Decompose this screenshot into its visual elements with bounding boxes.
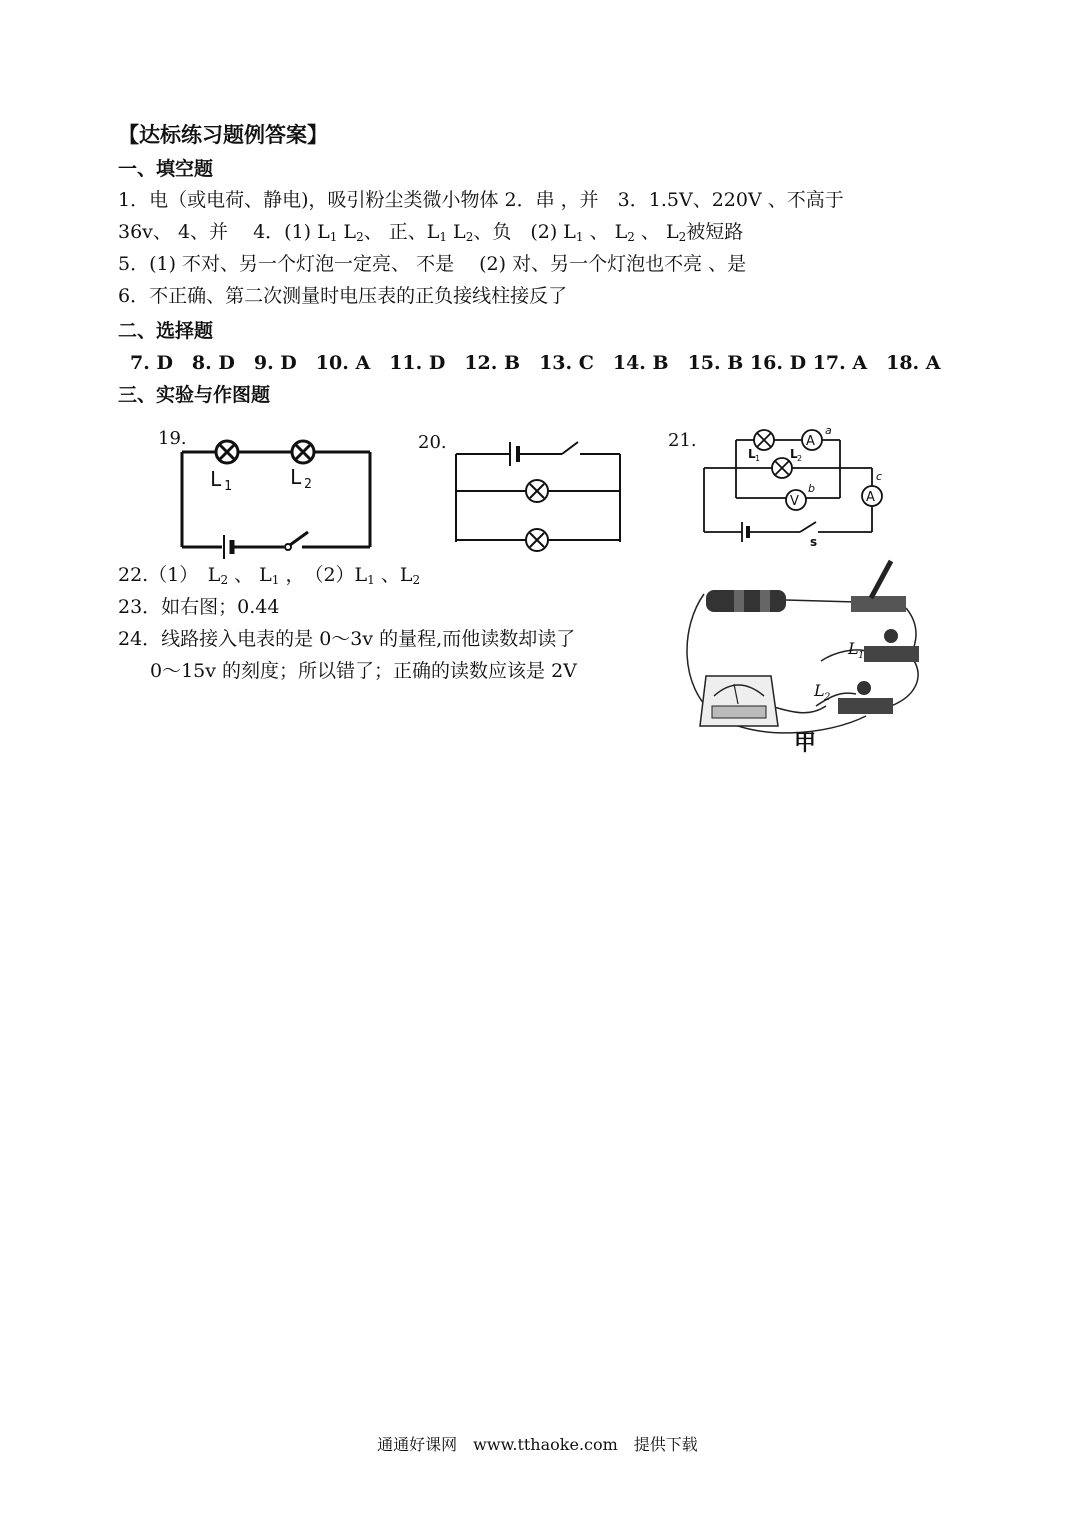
fill-line-1: 1．电（或电荷、静电)，吸引粉尘类微小物体 2．串 ，并 3．1.5V、220V 、不高于 xyxy=(118,189,844,211)
battery-icon xyxy=(706,590,786,612)
sub: 1 xyxy=(367,573,375,587)
apparatus-l2-sub: 2 xyxy=(824,692,831,703)
l2-label: L xyxy=(290,465,303,489)
apparatus-illustration xyxy=(676,556,936,756)
text: 、 正、L xyxy=(363,221,440,243)
fill-line-4: 6．不正确、第二次测量时电压表的正负接线柱接反了 xyxy=(118,285,568,307)
circuit-diagram-21 xyxy=(700,420,890,550)
q22-line xyxy=(118,562,420,593)
ammeter-a-letter: A xyxy=(806,434,815,449)
text: ， （2）L xyxy=(279,564,368,586)
l1-label: L xyxy=(210,467,223,491)
figure-21-label: 21. xyxy=(668,430,697,451)
sub: 2 xyxy=(465,230,474,244)
section-fill-heading: 一、填空题 xyxy=(118,158,214,180)
text: 、负 (2) L xyxy=(473,221,576,243)
apparatus-l1-sub: 1 xyxy=(858,650,865,661)
text: 、 L xyxy=(634,221,679,243)
fill-line-2 xyxy=(118,219,743,250)
q23-line: 23．如右图；0.44 xyxy=(118,596,280,618)
sub: 2 xyxy=(412,573,421,587)
label-c: c xyxy=(876,470,883,483)
text: 被短路 xyxy=(686,221,744,243)
l2-sub-21: 2 xyxy=(797,454,803,463)
label-b: b xyxy=(808,482,815,495)
sub: 1 xyxy=(439,230,448,244)
l1-sub-21: 1 xyxy=(755,454,761,463)
circuit-diagram-20 xyxy=(450,432,630,557)
ammeter-c-letter: A xyxy=(866,490,875,505)
text: L xyxy=(447,221,466,243)
text: L xyxy=(337,221,357,243)
switch-s-label: s xyxy=(810,535,818,549)
figure-jia-label: 甲 xyxy=(794,731,817,756)
lamp-l2-base-icon xyxy=(838,698,893,714)
figure-20-label: 20. xyxy=(418,432,447,453)
q24-line-1: 24．线路接入电表的是 0～3v 的量程,而他读数却读了 xyxy=(118,628,576,650)
voltmeter-letter: V xyxy=(790,494,799,509)
lamp-l1-base-icon xyxy=(864,646,919,662)
text: 、L xyxy=(374,564,413,586)
apparatus-l1-label: L xyxy=(848,639,859,658)
label-a: a xyxy=(825,424,832,437)
answer-title: 【达标练习题例答案】 xyxy=(118,122,328,147)
section-choice-heading: 二、选择题 xyxy=(118,320,214,342)
fill-line-3: 5．(1) 不对、另一个灯泡一定亮、 不是 (2) 对、另一个灯泡也不亮 、是 xyxy=(118,253,747,275)
switch-base-icon xyxy=(851,596,906,612)
circuit-diagram-19 xyxy=(172,430,382,560)
sub: 2 xyxy=(627,230,635,244)
l1-label-21: L xyxy=(748,447,756,461)
q24-line-2: 0～15v 的刻度；所以错了；正确的读数应该是 2V xyxy=(150,660,577,682)
figure-19-label: 19. xyxy=(158,428,187,449)
sub: 2 xyxy=(678,230,687,244)
l1-sub: 1 xyxy=(224,479,232,494)
footer: 通通好课网 www.tthaoke.com 提供下载 xyxy=(377,1435,698,1454)
text: 22.（1） L xyxy=(118,564,221,586)
text: 36v、 4、并 4．(1) L xyxy=(118,221,330,243)
choice-answers: 7. D 8. D 9. D 10. A 11. D 12. B 13. C 14. B 15. B 16. D 17. A 18. A xyxy=(130,352,941,374)
l2-sub: 2 xyxy=(304,477,312,492)
text: 、 L xyxy=(583,221,628,243)
sub: 2 xyxy=(220,573,229,587)
text: 、 L xyxy=(228,564,272,586)
sub: 1 xyxy=(329,230,338,244)
sub: 1 xyxy=(271,573,280,587)
sub: 1 xyxy=(575,230,584,244)
l2-label-21: L xyxy=(790,447,798,461)
sub: 2 xyxy=(356,230,364,244)
section-experiment-heading: 三、实验与作图题 xyxy=(118,384,271,406)
apparatus-l2-label: L xyxy=(814,681,825,700)
